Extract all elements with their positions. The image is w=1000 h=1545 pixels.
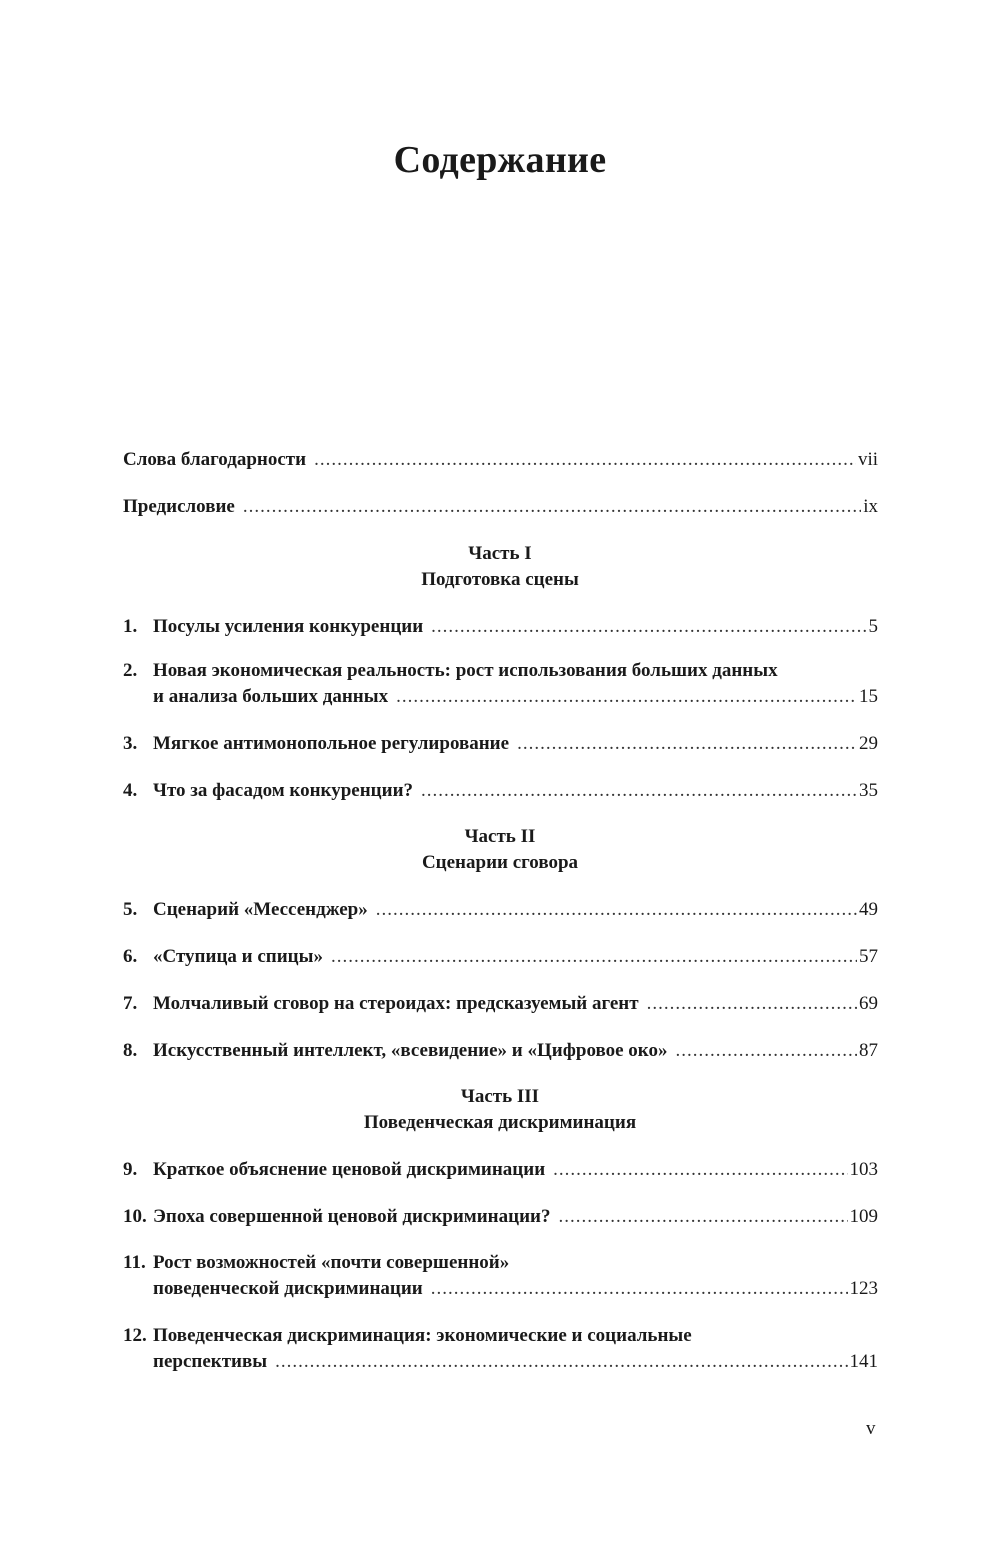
toc-page-number: 29 [859, 733, 878, 754]
toc-entry-chapter-2[interactable] [123, 658, 878, 710]
leader-dots [517, 731, 857, 757]
part-heading [0, 541, 1000, 593]
chapter-number: 7. [123, 993, 138, 1014]
toc-page-number: 5 [868, 616, 878, 637]
toc-page-number: 57 [859, 946, 878, 967]
toc-page-number: ix [863, 496, 878, 517]
toc-entry-title: Посулы усиления конкуренции [153, 616, 424, 637]
toc-entry-title: Молчаливый сговор на стероидах: предсказуемый агент [153, 993, 639, 1014]
toc-entry-title: Краткое объяснение ценовой дискриминации [153, 1159, 546, 1180]
toc-entry-chapter-4[interactable] [123, 778, 878, 804]
page-title: Содержание [393, 139, 607, 181]
chapter-number: 12. [123, 1325, 147, 1346]
toc-entry-chapter-12[interactable] [123, 1323, 878, 1375]
leader-dots [243, 494, 861, 520]
chapter-number: 8. [123, 1040, 138, 1061]
toc-entry-chapter-10[interactable] [123, 1204, 878, 1230]
part-name: Сценарии сговора [421, 852, 579, 873]
toc-entry-title: Предисловие [123, 496, 235, 517]
toc-entry-title: Новая экономическая реальность: рост использования больших данных [153, 660, 778, 681]
toc-page-number: 103 [849, 1159, 878, 1180]
toc-page-number: 15 [859, 686, 878, 707]
chapter-number: 3. [123, 733, 138, 754]
toc-page-number: 69 [859, 993, 878, 1014]
toc-entry-title: Слова благодарности [123, 449, 307, 470]
part-label: Часть I [468, 543, 532, 564]
leader-dots [275, 1349, 847, 1375]
part-heading [0, 1084, 1000, 1136]
toc-entry-title-continued: и анализа больших данных [153, 686, 389, 707]
toc-entry-title-continued: перспективы [153, 1351, 268, 1372]
chapter-number: 9. [123, 1159, 138, 1180]
part-label: Часть II [464, 826, 536, 847]
toc-entry-title: Мягкое антимонопольное регулирование [153, 733, 510, 754]
toc-entry-chapter-8[interactable] [123, 1038, 878, 1064]
toc-entry-title: Сценарий «Мессенджер» [153, 899, 368, 920]
toc-entry-chapter-9[interactable] [123, 1157, 878, 1183]
leader-dots [331, 944, 857, 970]
toc-entry-title-continued: поведенческой дискриминации [153, 1278, 423, 1299]
leader-dots [396, 684, 857, 710]
toc-entry-chapter-11[interactable] [123, 1250, 878, 1302]
toc-entry-acknowledgements[interactable] [123, 447, 878, 473]
toc-entry-title: Эпоха совершенной ценовой дискриминации? [153, 1206, 551, 1227]
toc-page-number: vii [857, 449, 878, 470]
toc-entry-chapter-5[interactable] [123, 897, 878, 923]
part-name: Поведенческая дискриминация [363, 1112, 637, 1133]
toc-entry-title: «Ступица и спицы» [153, 946, 323, 967]
toc-page-number: 87 [859, 1040, 878, 1061]
part-name: Подготовка сцены [421, 569, 579, 590]
toc-entry-title: Рост возможностей «почти совершенной» [153, 1252, 510, 1273]
chapter-number: 10. [123, 1206, 147, 1227]
leader-dots [558, 1204, 847, 1230]
toc-entry-chapter-7[interactable] [123, 991, 878, 1017]
chapter-number: 2. [123, 660, 138, 681]
part-label: Часть III [460, 1086, 540, 1107]
chapter-number: 4. [123, 780, 138, 801]
leader-dots [431, 614, 866, 640]
toc-page-number: 35 [859, 780, 878, 801]
leader-dots [314, 447, 856, 473]
toc-page-number: 109 [849, 1206, 878, 1227]
toc-entry-chapter-1[interactable] [123, 614, 878, 640]
page-folio: v [866, 1418, 876, 1439]
leader-dots [675, 1038, 857, 1064]
leader-dots [647, 991, 857, 1017]
leader-dots [431, 1276, 848, 1302]
part-heading [0, 824, 1000, 876]
leader-dots [376, 897, 857, 923]
toc-entry-chapter-6[interactable] [123, 944, 878, 970]
leader-dots [553, 1157, 847, 1183]
toc-entry-preface[interactable] [123, 494, 878, 520]
toc-entry-title: Искусственный интеллект, «всевидение» и «Цифровое око» [153, 1040, 668, 1061]
toc-entry-title: Поведенческая дискриминация: экономические и социальные [153, 1325, 692, 1346]
toc-page-number: 123 [849, 1278, 878, 1299]
chapter-number: 1. [123, 616, 138, 637]
chapter-number: 6. [123, 946, 138, 967]
chapter-number: 5. [123, 899, 138, 920]
toc-page-number: 141 [849, 1351, 878, 1372]
toc-entry-title: Что за фасадом конкуренции? [153, 780, 414, 801]
toc-page-number: 49 [859, 899, 878, 920]
leader-dots [421, 778, 857, 804]
chapter-number: 11. [123, 1252, 146, 1273]
toc-entry-chapter-3[interactable] [123, 731, 878, 757]
